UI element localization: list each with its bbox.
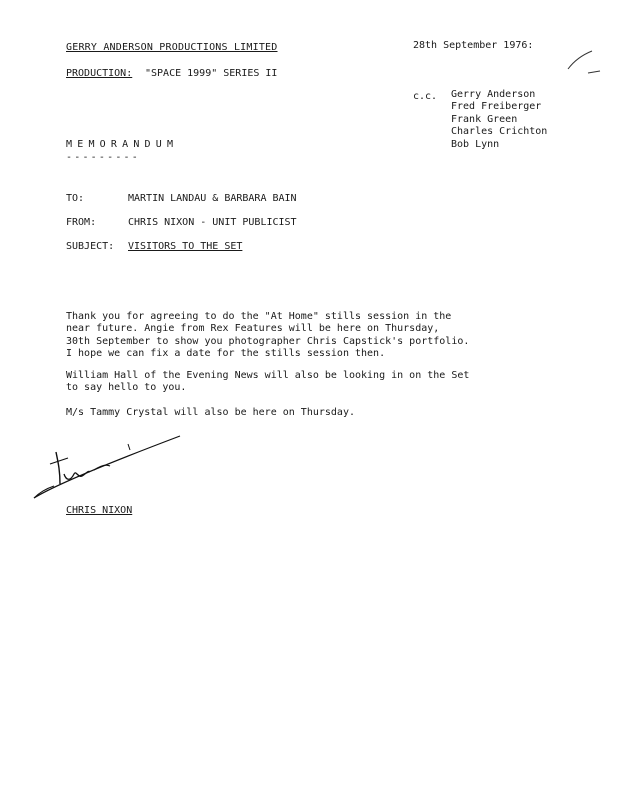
cc-list xyxy=(451,89,547,151)
cc-recipient: Fred Freiberger xyxy=(451,101,542,113)
memo-date: 28th September 1976: xyxy=(413,40,534,51)
cc-label: c.c. xyxy=(413,91,438,102)
handwritten-mark xyxy=(560,45,610,85)
cc-recipient: Bob Lynn xyxy=(451,138,500,150)
body-line: Thank you for agreeing to do the "At Home" stills session in the xyxy=(66,311,452,322)
body-paragraph-1 xyxy=(66,311,469,361)
cc-recipient: Gerry Anderson xyxy=(451,89,536,100)
production-value: "SPACE 1999" SERIES II xyxy=(145,68,278,79)
body-line: William Hall of the Evening News will also be looking in on the Set xyxy=(66,370,470,381)
handwritten-signature xyxy=(30,430,190,510)
memo-title: MEMORANDUM xyxy=(66,139,179,150)
body-line: near future. Angie from Rex Features will be here on Thursday, xyxy=(66,323,440,335)
body-line: I hope we can fix a date for the stills session then. xyxy=(66,348,386,360)
signature-name: CHRIS NIXON xyxy=(66,505,133,516)
subject-label: SUBJECT: xyxy=(66,241,115,252)
body-line: 30th September to show you photographer Chris Capstick's portfolio. xyxy=(66,335,470,347)
cc-recipient: Frank Green xyxy=(451,113,518,125)
company-name: GERRY ANDERSON PRODUCTIONS LIMITED xyxy=(66,42,278,53)
body-paragraph-3 xyxy=(66,407,355,419)
body-paragraph-2 xyxy=(66,370,469,395)
body-line: to say hello to you. xyxy=(66,382,187,394)
to-value: MARTIN LANDAU & BARBARA BAIN xyxy=(128,193,297,204)
cc-recipient: Charles Crichton xyxy=(451,126,548,138)
subject-value: VISITORS TO THE SET xyxy=(128,241,243,252)
memo-title-underline: --------- xyxy=(66,152,140,163)
to-label: TO: xyxy=(66,193,85,204)
from-value: CHRIS NIXON - UNIT PUBLICIST xyxy=(128,217,297,228)
from-label: FROM: xyxy=(66,217,97,228)
production-label: PRODUCTION: xyxy=(66,68,133,79)
body-line: M/s Tammy Crystal will also be here on Thursday. xyxy=(66,407,355,418)
